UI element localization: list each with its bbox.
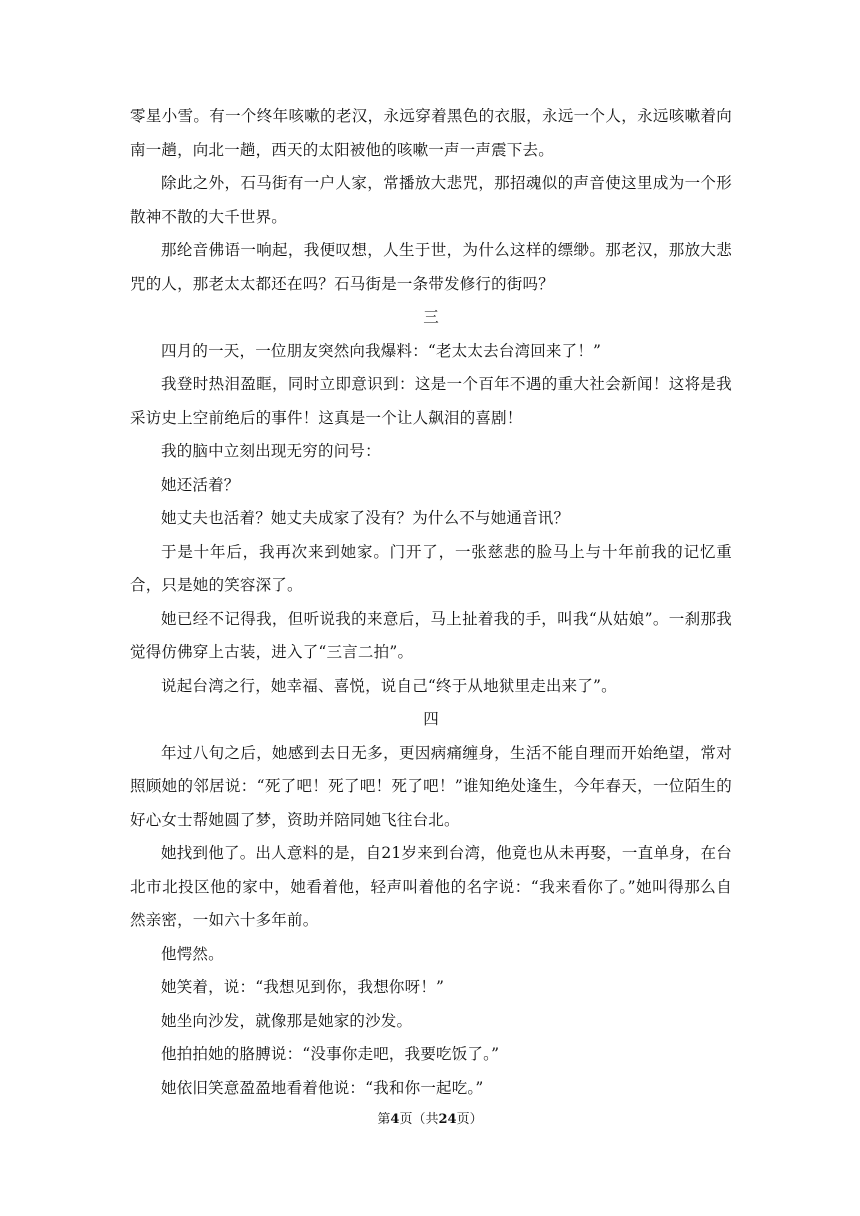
paragraph: 她丈夫也活着？她丈夫成家了没有？为什么不与她通音讯？ — [161, 509, 570, 527]
paragraph: 她已经不记得我，但听说我的来意后，马上扯着我的手，叫我“从姑娘”。一刹那我觉得仿佛穿上古装，进入了“三言二拍”。 — [130, 609, 732, 661]
paragraph: 她还活着？ — [161, 475, 240, 494]
paragraph: 我的脑中立刻出现无穷的问号： — [161, 442, 381, 460]
footer-middle: 页（共 — [399, 1112, 439, 1127]
page-number: 4 — [390, 1112, 400, 1127]
paragraph: 他拍拍她的胳膊说：“没事你走吧，我要吃饭了。” — [161, 1045, 500, 1063]
footer-prefix: 第 — [377, 1112, 391, 1127]
paragraph: 她坐向沙发，就像那是她家的沙发。 — [161, 1011, 413, 1030]
paragraph: 年过八旬之后，她感到去日无多，更因病痛缠身，生活不能自理而开始绝望，常对照顾她的邻居说：“死了吧！死了吧！死了吧！”谁知绝处逢生，今年春天，一位陌生的好心女士帮她圆了梦，资助并陪同她飞往台北。 — [130, 743, 732, 829]
paragraph: 他愕然。 — [161, 944, 224, 963]
paragraph: 说起台湾之行，她幸福、喜悦，说自己“终于从地狱里走出来了”。 — [161, 676, 617, 695]
paragraph: 她找到他了。出人意料的是，自21岁来到台湾，他竟也从未再娶，一直单身，在台北市北投区他的家中，她看着他，轻声叫着他的名字说：“我来看你了。”她叫得那么自然亲密，一如六十多年前。 — [130, 844, 732, 929]
paragraph: 我登时热泪盈眶，同时立即意识到：这是一个百年不遇的重大社会新闻！这将是我采访史上空前绝后的事件！这真是一个让人飙泪的喜剧！ — [130, 375, 732, 427]
section-heading: 三 — [423, 308, 439, 326]
document-body — [130, 100, 732, 1105]
page-footer — [0, 1110, 860, 1130]
section-heading: 四 — [423, 710, 439, 728]
paragraph: 她依旧笑意盈盈地看着他说：“我和你一起吃。” — [161, 1078, 484, 1097]
paragraph: 除此之外，石马街有一户人家，常播放大悲咒，那招魂似的声音使这里成为一个形散神不散的大千世界。 — [130, 174, 732, 226]
paragraph: 那纶音佛语一响起，我便叹想，人生于世，为什么这样的缥缈。那老汉，那放大悲咒的人，那老太太都还在吗？石马街是一条带发修行的街吗？ — [130, 241, 732, 293]
paragraph: 零星小雪。有一个终年咳嗽的老汉，永远穿着黑色的衣服，永远一个人，永远咳嗽着向南一趟，向北一趟，西天的太阳被他的咳嗽一声一声震下去。 — [130, 107, 732, 159]
paragraph: 她笑着，说：“我想见到你，我想你呀！” — [161, 978, 445, 996]
paragraph: 四月的一天，一位朋友突然向我爆料：“老太太去台湾回来了！” — [161, 341, 602, 360]
page-total: 24 — [438, 1112, 457, 1127]
paragraph: 于是十年后，我再次来到她家。门开了，一张慈悲的脸马上与十年前我的记忆重合，只是她的笑容深了。 — [130, 542, 732, 594]
footer-suffix: 页） — [456, 1112, 483, 1127]
